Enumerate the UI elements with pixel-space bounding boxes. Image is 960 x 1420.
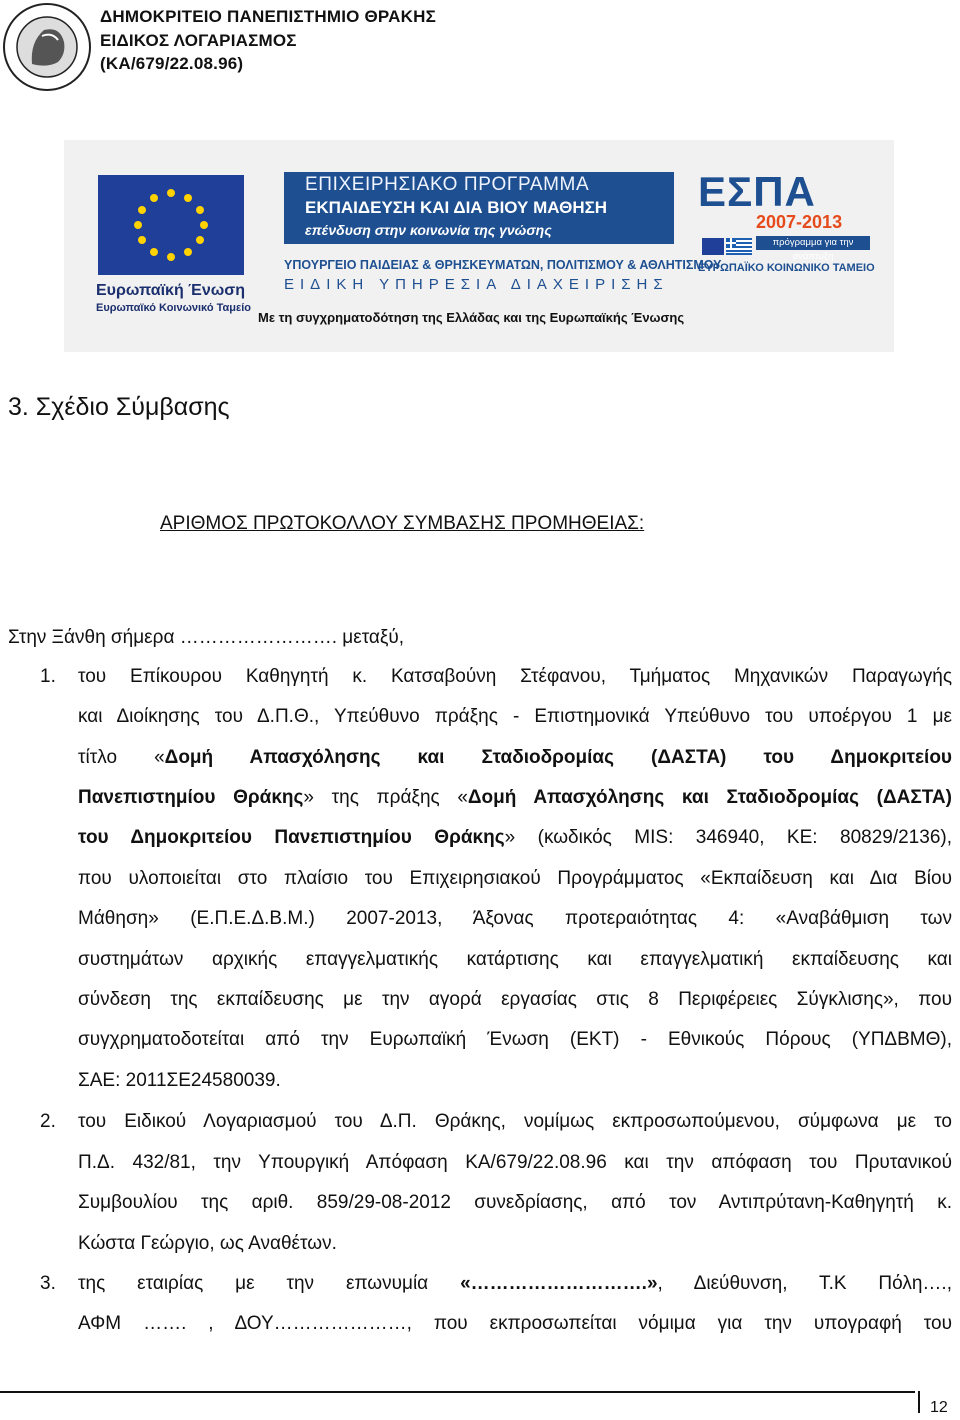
item-1-line-10: συγχρηματοδοτείται από την Ευρωπαϊκή Ένωση (ΕΚΤ) - Εθνικούς Πόρους (ΥΠΔΒΜΘ),	[78, 1029, 952, 1050]
item-2-line-1: του Ειδικού Λογαριασμού του Δ.Π. Θράκης, νομίμως εκπροσωπούμενου, σύμφωνα με το	[78, 1111, 952, 1132]
item-1-number: 1.	[40, 666, 56, 687]
espa-fund-label: ΕΥΡΩΠΑΪΚΟ ΚΟΙΝΩΝΙΚΟ ΤΑΜΕΙΟ	[698, 262, 875, 274]
item-1-line-5-b: » (κωδικός MIS: 346940, ΚΕ: 80829/2136),	[504, 827, 952, 848]
programme-line-2: ΕΚΠΑΙΔΕΥΣΗ ΚΑΙ ΔΙΑ ΒΙΟΥ ΜΑΘΗΣΗ	[305, 198, 608, 217]
item-2-number: 2.	[40, 1111, 56, 1132]
header-line-1: ΔΗΜΟΚΡΙΤΕΙΟ ΠΑΝΕΠΙΣΤΗΜΙΟ ΘΡΑΚΗΣ	[100, 7, 437, 26]
programme-line-1: ΕΠΙΧΕΙΡΗΣΙΑΚΟ ΠΡΟΓΡΑΜΜΑ	[305, 174, 590, 195]
item-1-line-3	[78, 746, 952, 770]
item-2-line-3: Συμβουλίου της αριθ. 859/29-08-2012 συνεδρίασης, από τον Αντιπρύτανη-Καθηγητή κ.	[78, 1192, 952, 1213]
item-1-line-4-bold-c: Δομή Απασχόλησης και Σταδιοδρομίας (ΔΑΣΤΑ)	[467, 787, 952, 808]
item-1-line-2: και Διοίκησης του Δ.Π.Θ., Υπεύθυνο πράξης - Επιστημονικά Υπεύθυνο του υποέργου 1 με	[78, 706, 952, 727]
item-3-number: 3.	[40, 1273, 56, 1294]
item-1-line-7: Μάθηση» (Ε.Π.Ε.Δ.Β.Μ.) 2007-2013, Άξονας προτεραιότητας 4: «Αναβάθμιση των	[78, 908, 952, 929]
item-3-line-1-bold: «……………………….»	[460, 1273, 658, 1294]
item-2-line-4: Κώστα Γεώργιο, ως Αναθέτων.	[78, 1233, 337, 1254]
item-3-line-1-a: της εταιρίας με την επωνυμία	[78, 1273, 461, 1294]
footer-divider	[0, 1391, 915, 1393]
espa-development-label: πρόγραμμα για την ανάπτυξη	[756, 236, 870, 250]
item-3-line-1-c: , Διεύθυνση, Τ.Κ Πόλη….,	[657, 1273, 952, 1294]
item-1-line-6: που υλοποιείται στο πλαίσιο του Επιχειρησιακού Προγράμματος «Εκπαίδευση και Δια Βίου	[78, 868, 952, 889]
espa-years: 2007-2013	[756, 212, 843, 232]
greek-flag-icon	[726, 238, 752, 255]
item-1-line-8: συστημάτων αρχικής επαγγελματικής κατάρτισης και επαγγελματική εκπαίδευσης και	[78, 949, 952, 970]
eu-flag-icon	[98, 175, 244, 275]
item-1-line-5-bold: του Δημοκριτείου Πανεπιστημίου Θράκης	[78, 827, 505, 848]
item-1-line-3-a: τίτλο «	[78, 747, 165, 768]
item-1-line-9: σύνδεση της εκπαίδευσης με την αγορά εργασίας στις 8 Περιφέρειες Σύγκλισης», που	[78, 989, 952, 1010]
item-2-line-2: Π.Δ. 432/81, την Υπουργική Απόφαση ΚΑ/679/22.08.96 και την απόφαση του Πρυτανικού	[78, 1152, 952, 1173]
item-1-line-4	[78, 786, 952, 810]
item-1-line-1: του Επίκουρου Καθηγητή κ. Κατσαβούνη Στέφανου, Τμήματος Μηχανικών Παραγωγής	[78, 666, 952, 687]
section-title: 3. Σχέδιο Σύμβασης	[8, 393, 230, 421]
ministry-name: ΥΠΟΥΡΓΕΙΟ ΠΑΙΔΕΙΑΣ & ΘΡΗΣΚΕΥΜΑΤΩΝ, ΠΟΛΙΤΙΣΜΟΥ & ΑΘΛΗΤΙΣΜΟΥ	[284, 258, 722, 272]
item-1-line-3-bold: Δομή Απασχόλησης και Σταδιοδρομίας (ΔΑΣΤΑ) του Δημοκριτείου	[164, 747, 952, 768]
eu-mini-flag-icon	[702, 238, 724, 255]
intro-line: Στην Ξάνθη σήμερα ……………………. μεταξύ,	[8, 627, 405, 648]
header-line-2: ΕΙΔΙΚΟΣ ΛΟΓΑΡΙΑΣΜΟΣ	[100, 31, 297, 50]
special-service: ΕΙΔΙΚΗ ΥΠΗΡΕΣΙΑ ΔΙΑΧΕΙΡΙΣΗΣ	[284, 276, 669, 293]
item-1-line-5	[78, 826, 952, 850]
programme-line-3: επένδυση στην κοινωνία της γνώσης	[305, 222, 552, 238]
eu-subtitle: Ευρωπαϊκό Κοινωνικό Ταμείο	[96, 302, 251, 314]
cofunding-note: Με τη συγχρηματοδότηση της Ελλάδας και της Ευρωπαϊκής Ένωσης	[258, 310, 685, 325]
item-1-line-4-b: » της πράξης «	[303, 787, 468, 808]
item-1-line-11: ΣΑΕ: 2011ΣΕ24580039.	[78, 1070, 281, 1091]
protocol-heading: ΑΡΙΘΜΟΣ ΠΡΩΤΟΚΟΛΛΟΥ ΣΥΜΒΑΣΗΣ ΠΡΟΜΗΘΕΙΑΣ:	[160, 513, 645, 534]
item-3-line-2: ΑΦΜ ……. , ΔΟΥ…………………, που εκπροσωπείται νόμιμα για την υπογραφή του	[78, 1313, 952, 1334]
item-3-line-1	[78, 1272, 952, 1296]
espa-logo: ΕΣΠΑ	[698, 168, 816, 215]
item-1-line-4-bold-a: Πανεπιστημίου Θράκης	[78, 787, 304, 808]
eu-title: Ευρωπαϊκή Ένωση	[96, 282, 245, 299]
header-line-3: (ΚΑ/679/22.08.96)	[100, 54, 244, 73]
page-number: 12	[930, 1399, 948, 1416]
university-seal-icon	[2, 2, 92, 92]
